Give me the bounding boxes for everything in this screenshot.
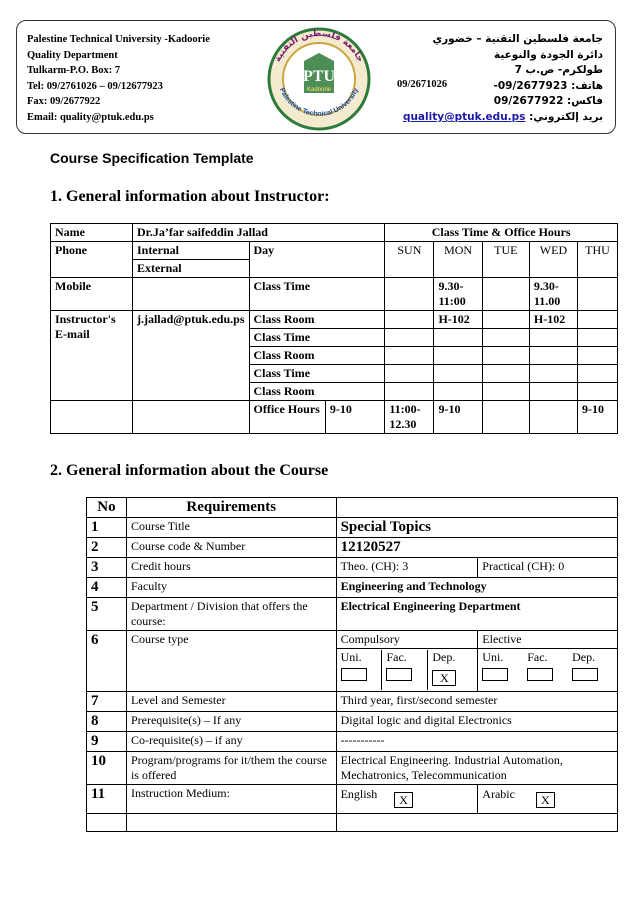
instructor-table — [50, 223, 618, 434]
row-no-4: 4 — [87, 578, 127, 598]
department-name: Quality Department — [27, 49, 118, 61]
class-time-label-3: Class Time — [249, 365, 385, 383]
day-mon: MON — [434, 242, 482, 278]
telephone: Tel: 09/2761026 – 09/12677923 — [27, 80, 163, 92]
course-title-value: Special Topics — [336, 518, 617, 538]
phone-label: Phone — [51, 242, 133, 278]
class-time-office-hours-header: Class Time & Office Hours — [385, 224, 618, 242]
day-sun: SUN — [385, 242, 434, 278]
compulsory-dep-label: Dep. — [432, 650, 456, 664]
office-hours-mon: 11:00- 12.30 — [385, 401, 434, 434]
class-time-label-2: Class Time — [249, 329, 385, 347]
fax-arabic: فاكس: 09/2677922 — [493, 95, 603, 108]
arabic-checkbox[interactable]: X — [536, 792, 555, 808]
elective-fac-label: Fac. — [527, 650, 548, 664]
class-time-tue — [482, 278, 529, 311]
row-no-2: 2 — [87, 538, 127, 558]
mobile-label: Mobile — [51, 278, 133, 311]
arabic-label: Arabic — [482, 787, 515, 801]
class-room-mon: H-102 — [434, 311, 482, 329]
corequisite-value: ----------- — [336, 732, 617, 752]
day-thu: THU — [578, 242, 618, 278]
level-semester-label: Level and Semester — [126, 692, 336, 712]
english-checkbox[interactable]: X — [394, 792, 413, 808]
office-hours-pre: 9-10 — [325, 401, 384, 434]
instructor-email-value: j.jallad@ptuk.edu.ps — [132, 311, 249, 401]
class-room-label: Class Room — [249, 311, 385, 329]
instruction-medium-label: Instruction Medium: — [126, 785, 336, 814]
office-hours-empty — [529, 401, 577, 434]
class-time-mon: 9.30- 11:00 — [434, 278, 482, 311]
course-code-value: 12120527 — [336, 538, 617, 558]
external-label: External — [132, 260, 249, 278]
row-no-3: 3 — [87, 558, 127, 578]
university-name: Palestine Technical University -Kadoorie — [27, 34, 210, 45]
letterhead-arabic — [403, 32, 603, 126]
address-arabic: طولكرم- ص.ب 7 — [514, 64, 603, 77]
row-no-7: 7 — [87, 692, 127, 712]
row-no-9: 9 — [87, 732, 127, 752]
elective-uni-label: Uni. — [482, 650, 504, 664]
svg-text:PTU: PTU — [303, 68, 335, 85]
phone-secondary: 09/2671026 — [397, 79, 448, 90]
svg-text:Kadoorie: Kadoorie — [306, 87, 332, 93]
compulsory-label: Compulsory — [337, 631, 478, 649]
instructor-email-label: Instructor's E-mail — [51, 311, 133, 401]
credit-hours-label: Credit hours — [126, 558, 336, 578]
course-type-label: Course type — [126, 631, 336, 692]
email-arabic: بريد إلكتروني: quality@ptuk.edu.ps — [402, 110, 603, 123]
class-room-label-2: Class Room — [249, 347, 385, 365]
row-no-6: 6 — [87, 631, 127, 692]
department-label: Department / Division that offers the course: — [126, 598, 336, 631]
office-hours-label: Office Hours — [249, 401, 325, 434]
class-time-wed: 9.30- 11.00 — [529, 278, 577, 311]
day-tue: TUE — [482, 242, 529, 278]
compulsory-fac-checkbox[interactable] — [386, 668, 412, 681]
compulsory-fac-label: Fac. — [386, 650, 407, 664]
telephone-arabic: هاتف: 09/2677923- — [493, 79, 603, 92]
department-name-arabic: دائرة الجودة والنوعية — [493, 48, 603, 61]
row-no-5: 5 — [87, 598, 127, 631]
row-no-10: 10 — [87, 752, 127, 785]
course-title-label: Course Title — [126, 518, 336, 538]
level-semester-value: Third year, first/second semester — [336, 692, 617, 712]
fax: Fax: 09/2677922 — [27, 96, 101, 108]
requirements-header: Requirements — [126, 498, 336, 518]
compulsory-dep-checkbox[interactable]: X — [432, 670, 456, 686]
office-hours-thu: 9-10 — [578, 401, 618, 434]
compulsory-uni-label: Uni. — [340, 650, 362, 664]
svg-text:جامعة فلسطين التقنية: جامعة فلسطين التقنية — [272, 28, 366, 64]
class-room-thu — [578, 311, 618, 329]
email: Email: quality@ptuk.edu.ps — [27, 111, 154, 123]
name-label: Name — [51, 224, 133, 242]
address: Tulkarm-P.O. Box: 7 — [27, 65, 121, 77]
department-value: Electrical Engineering Department — [336, 598, 617, 631]
email-link[interactable]: quality@ptuk.edu.ps — [402, 110, 526, 123]
letterhead-english — [27, 32, 210, 126]
programs-label: Program/programs for it/them the course is offered — [126, 752, 336, 785]
compulsory-uni-checkbox[interactable] — [341, 668, 367, 681]
programs-value: Electrical Engineering. Industrial Automation, Mechatronics, Telecommunication — [336, 752, 617, 785]
day-wed: WED — [529, 242, 577, 278]
name-value: Dr.Ja’far saifeddin Jallad — [132, 224, 384, 242]
section-heading-course: 2. General information about the Course — [50, 462, 329, 479]
credit-hours-theo: Theo. (CH): 3 — [336, 558, 478, 578]
class-time-thu — [578, 278, 618, 311]
office-hours-wed — [482, 401, 529, 434]
office-hours-tue: 9-10 — [434, 401, 482, 434]
elective-dep-checkbox[interactable] — [572, 668, 598, 681]
day-label: Day — [249, 242, 385, 278]
elective-dep-label: Dep. — [572, 650, 596, 664]
elective-uni-checkbox[interactable] — [482, 668, 508, 681]
class-room-sun — [385, 311, 434, 329]
class-room-tue — [482, 311, 529, 329]
row-no-8: 8 — [87, 712, 127, 732]
course-code-label: Course code & Number — [126, 538, 336, 558]
page-title: Course Specification Template — [50, 150, 254, 166]
english-label: English — [340, 787, 378, 801]
no-header: No — [87, 498, 127, 518]
credit-hours-practical: Practical (CH): 0 — [478, 558, 618, 578]
course-table — [86, 497, 618, 832]
faculty-value: Engineering and Technology — [336, 578, 617, 598]
row-no-1: 1 — [87, 518, 127, 538]
university-logo-icon — [264, 23, 374, 131]
prerequisite-label: Prerequisite(s) – If any — [126, 712, 336, 732]
class-time-label: Class Time — [249, 278, 385, 311]
elective-fac-checkbox[interactable] — [527, 668, 553, 681]
svg-text:Palestine Technical University: Palestine Technical University — [277, 87, 360, 118]
internal-label: Internal — [132, 242, 249, 260]
class-time-sun — [385, 278, 434, 311]
faculty-label: Faculty — [126, 578, 336, 598]
mobile-value — [132, 278, 249, 311]
section-heading-instructor: 1. General information about Instructor: — [50, 188, 330, 205]
elective-label: Elective — [478, 631, 617, 649]
university-name-arabic: جامعة فلسطين التقنية – خضوري — [432, 33, 603, 45]
row-no-11: 11 — [87, 785, 127, 814]
prerequisite-value: Digital logic and digital Electronics — [336, 712, 617, 732]
letterhead — [16, 20, 616, 134]
corequisite-label: Co-requisite(s) – if any — [126, 732, 336, 752]
class-room-wed: H-102 — [529, 311, 577, 329]
class-room-label-3: Class Room — [249, 383, 385, 401]
